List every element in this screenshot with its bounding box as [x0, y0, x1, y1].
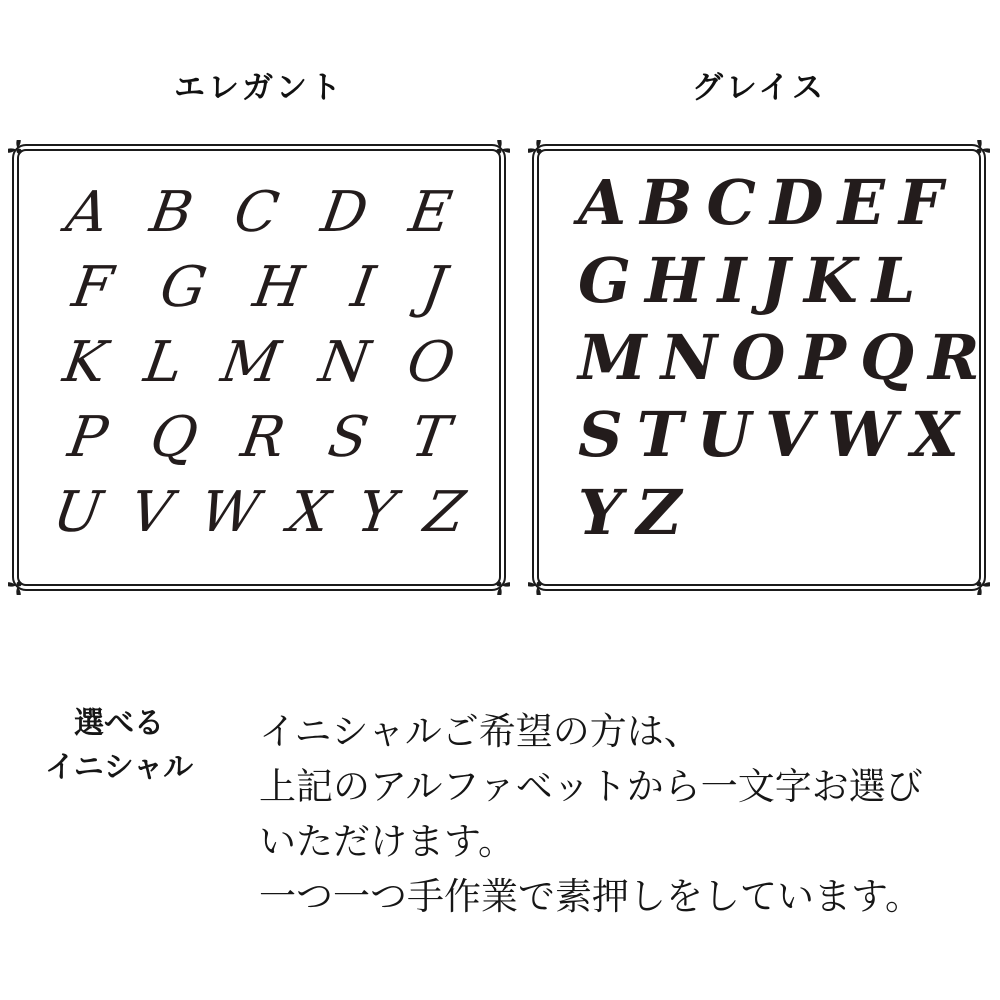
alphabet-specimen-elegant: [24, 170, 494, 555]
alphabet-row: M N O P Q R: [578, 320, 980, 394]
note-label-line2: イニシャル: [44, 750, 194, 785]
note-body-line: いただけます。: [259, 820, 516, 863]
alphabet-row: A B C D E: [62, 180, 456, 245]
specimen-box-grace: [528, 140, 990, 595]
note-label-line1: 選べる: [74, 706, 164, 741]
alphabet-row: Y Z: [578, 475, 682, 549]
note-label: [36, 702, 202, 790]
alphabet-row: U V W X Y Z: [48, 480, 470, 545]
font-title-elegant: エレガント: [174, 70, 344, 106]
font-title-grace: グレイス: [691, 70, 827, 106]
note-body-line: 一つ一つ手作業で素押しをしています。: [259, 875, 923, 918]
alphabet-specimen-grace: [544, 162, 980, 553]
alphabet-row: A B C D E F: [578, 166, 943, 240]
alphabet-row: K L M N O: [58, 330, 460, 395]
note-body-line: 上記のアルファベットから一文字お選び: [259, 765, 923, 808]
alphabet-row: G H I J K L: [578, 243, 916, 317]
note-body: [259, 704, 959, 924]
note-body-line: イニシャルご希望の方は、: [259, 710, 701, 753]
specimen-box-elegant: [8, 140, 510, 595]
alphabet-row: F G H I J: [67, 255, 451, 320]
alphabet-row: P Q R S T: [63, 405, 455, 470]
alphabet-row: S T U V W X: [578, 398, 959, 472]
